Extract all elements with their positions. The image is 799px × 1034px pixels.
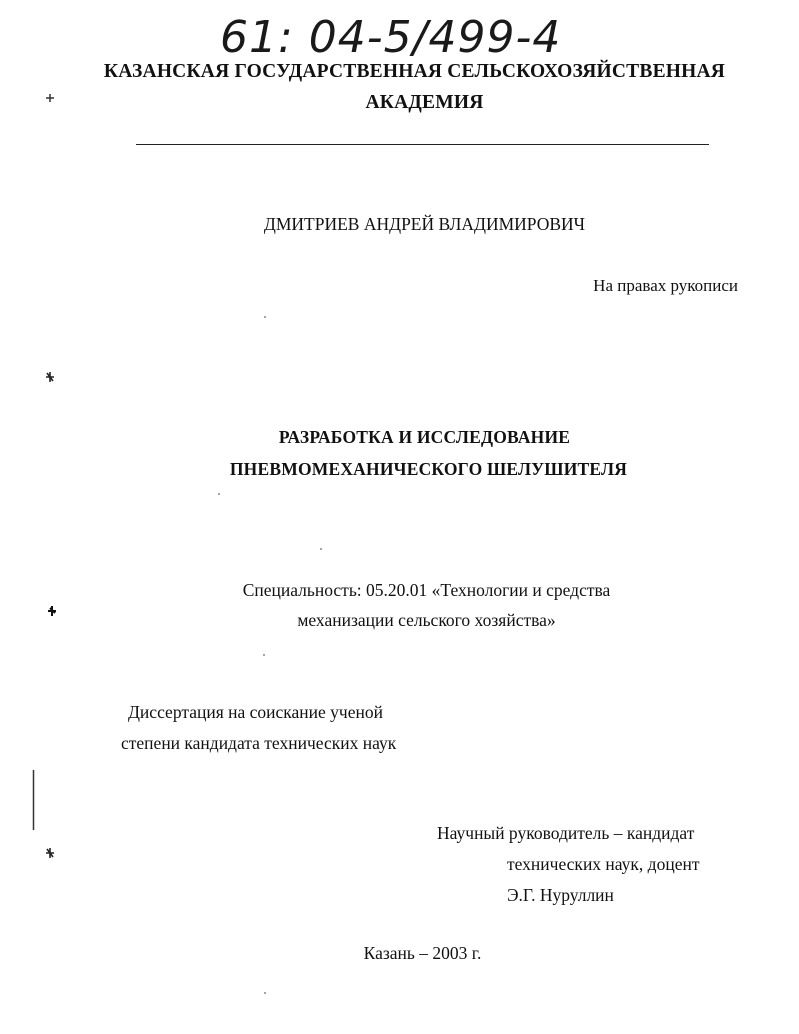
scan-speck xyxy=(264,316,266,318)
handwritten-code-text: 61: 04-5/499-4 xyxy=(220,12,562,63)
supervisor-line-1: Научный руководитель – кандидат xyxy=(437,823,695,843)
scan-speck xyxy=(264,992,266,994)
scan-mark xyxy=(44,846,56,860)
scan-mark xyxy=(44,370,56,384)
dissertation-title-line-2: ПНЕВМОМЕХАНИЧЕСКОГО ШЕЛУШИТЕЛЯ xyxy=(229,459,628,479)
supervisor-line-2: технических наук, доцент xyxy=(507,854,700,874)
specialty-line-2: механизации сельского хозяйства» xyxy=(297,610,556,630)
institution-name-line-1: КАЗАНСКАЯ ГОСУДАРСТВЕННАЯ СЕЛЬСКОХОЗЯЙСТВЕННАЯ xyxy=(103,61,726,82)
city-year: Казань – 2003 г. xyxy=(363,943,482,963)
binding-shadow-line xyxy=(32,770,35,830)
dissertation-degree-line-1: Диссертация на соискание ученой xyxy=(128,702,383,722)
scan-mark xyxy=(46,604,58,618)
scan-speck xyxy=(263,654,265,656)
dissertation-degree-line-2: степени кандидата технических наук xyxy=(121,733,397,753)
scan-speck xyxy=(218,493,220,495)
scan-speck xyxy=(320,548,322,550)
specialty-line-1: Специальность: 05.20.01 «Технологии и средства xyxy=(242,580,611,600)
rights-note: На правах рукописи xyxy=(593,276,738,295)
scan-mark xyxy=(44,92,56,104)
dissertation-title-line-1: РАЗРАБОТКА И ИССЛЕДОВАНИЕ xyxy=(278,427,571,447)
author-name: ДМИТРИЕВ АНДРЕЙ ВЛАДИМИРОВИЧ xyxy=(263,214,586,234)
supervisor-name: Э.Г. Нуруллин xyxy=(507,885,614,905)
institution-name-line-2: АКАДЕМИЯ xyxy=(365,92,484,113)
header-divider xyxy=(136,144,709,145)
